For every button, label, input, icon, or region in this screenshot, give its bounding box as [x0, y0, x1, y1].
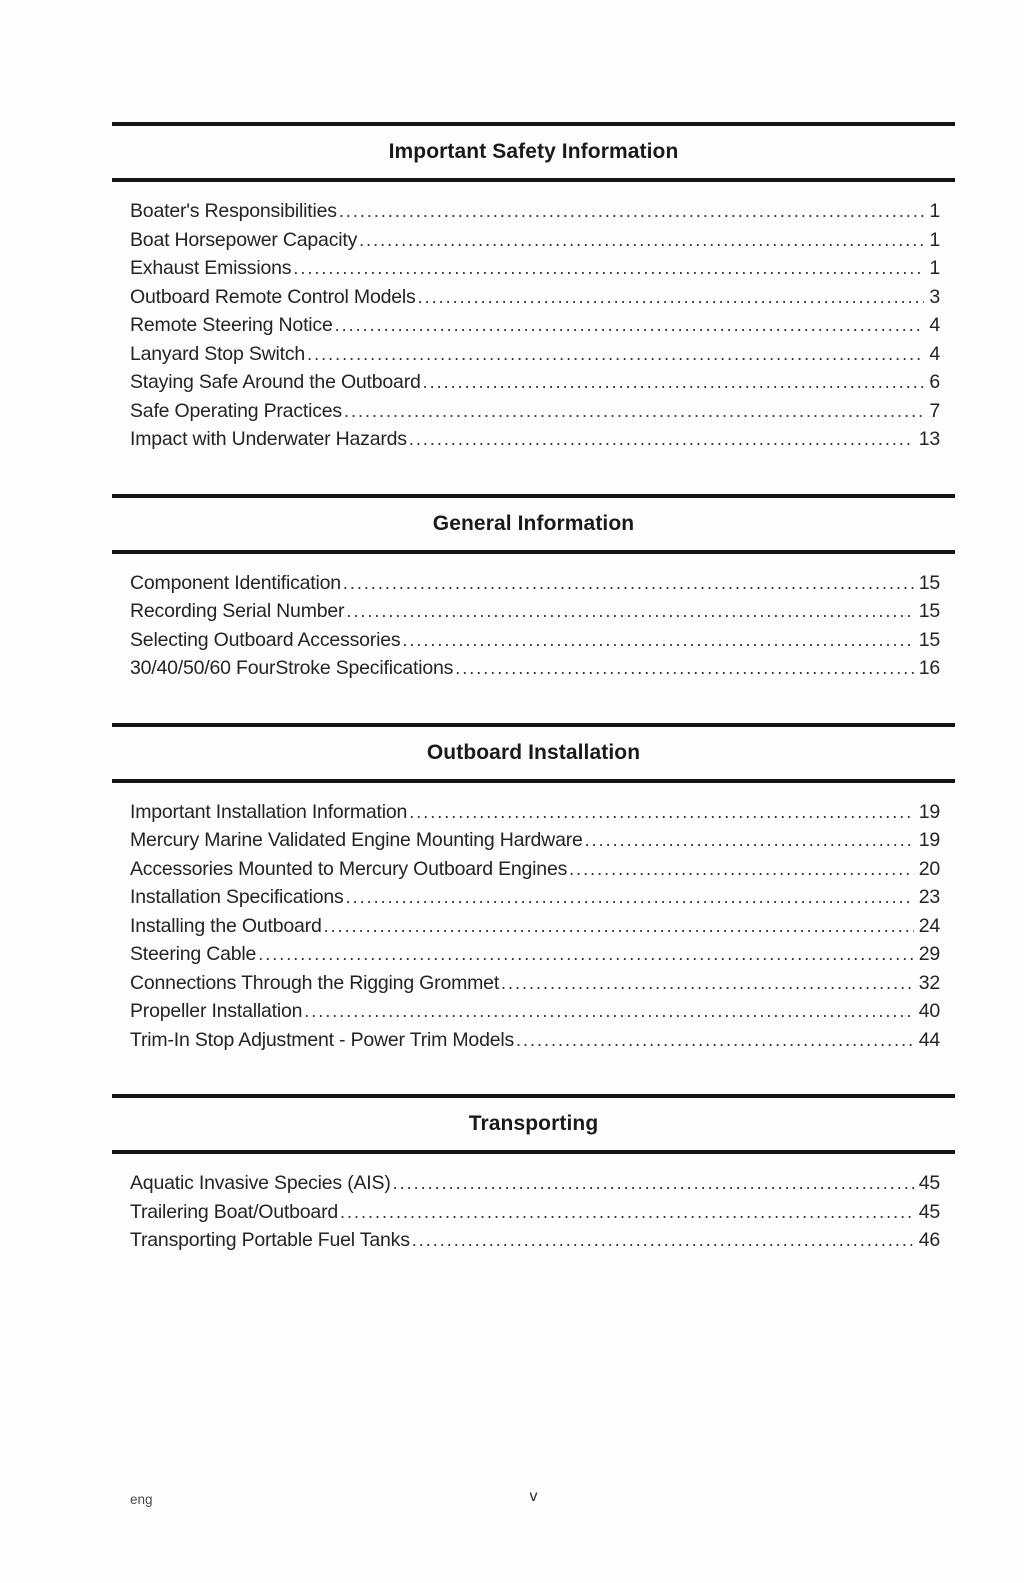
toc-entry-label: Recording Serial Number [130, 600, 345, 622]
page-footer [112, 1488, 955, 1510]
toc-entry-label: Impact with Underwater Hazards [130, 428, 407, 450]
dot-leader [393, 1169, 914, 1198]
dot-leader [402, 626, 913, 655]
toc-entry [130, 969, 940, 998]
toc-entry-label: Propeller Installation [130, 1000, 303, 1022]
toc-entry-page-number: 1 [929, 200, 940, 222]
dot-leader [516, 1026, 914, 1055]
toc-entry-page-number: 6 [929, 371, 940, 393]
toc-entry-label: Boat Horsepower Capacity [130, 228, 358, 251]
toc-entry-page-number: 40 [918, 1000, 940, 1022]
toc-section [112, 494, 955, 683]
toc-entry [130, 569, 940, 598]
toc-entry [130, 883, 940, 912]
toc-entry [130, 197, 940, 226]
dot-leader [412, 1226, 914, 1255]
toc-entry-label: Remote Steering Notice [130, 314, 333, 336]
toc-entry [130, 368, 940, 397]
toc-entry-page-number: 13 [918, 428, 940, 450]
toc-entry [130, 855, 940, 884]
section-title: Outboard Installation [426, 740, 641, 764]
dot-leader [335, 311, 925, 340]
dot-leader [359, 226, 924, 255]
toc-entry-label: Accessories Mounted to Mercury Outboard Engines [130, 857, 568, 880]
toc-entry-page-number: 1 [929, 228, 940, 251]
toc-entry-label: Safe Operating Practices [130, 399, 342, 422]
toc-section [112, 1094, 955, 1255]
toc-entry-label: Trailering Boat/Outboard [130, 1200, 339, 1223]
toc-entry-page-number: 3 [929, 285, 940, 308]
toc-entry-label: Lanyard Stop Switch [130, 342, 306, 365]
toc-entry-page-number: 15 [918, 628, 940, 651]
toc-entry-page-number: 23 [918, 886, 940, 908]
dot-leader [409, 425, 914, 454]
dot-leader [324, 912, 914, 941]
toc-entry [130, 940, 940, 969]
toc-entry [130, 226, 940, 255]
toc-entry-page-number: 24 [918, 914, 940, 937]
toc-entry-page-number: 4 [929, 342, 940, 365]
dot-leader [585, 826, 914, 855]
toc-entry [130, 798, 940, 827]
dot-leader [423, 368, 925, 397]
dot-leader [501, 969, 914, 998]
toc-entry [130, 1226, 940, 1255]
toc-entry-page-number: 45 [918, 1172, 940, 1194]
toc-entry [130, 1026, 940, 1055]
toc-entry-page-number: 46 [918, 1229, 940, 1251]
toc-entry [130, 654, 940, 683]
toc-entry-label: Selecting Outboard Accessories [130, 628, 401, 651]
dot-leader [344, 397, 924, 426]
toc-entry-label: Exhaust Emissions [130, 257, 292, 279]
toc-entry-page-number: 1 [929, 257, 940, 279]
footer-language-code: eng [130, 1492, 153, 1507]
toc-entry [130, 340, 940, 369]
toc-entry-label: Steering Cable [130, 943, 257, 965]
toc-entry [130, 997, 940, 1026]
toc-entry [130, 912, 940, 941]
toc-entry-page-number: 19 [918, 800, 940, 823]
toc-entry-page-number: 15 [918, 600, 940, 622]
dot-leader [346, 597, 913, 626]
toc-entry-label: Installing the Outboard [130, 914, 322, 937]
footer-page-number: v [529, 1488, 538, 1505]
section-title: General Information [432, 511, 635, 535]
toc-entry [130, 283, 940, 312]
toc-section [112, 723, 955, 1055]
section-entry-list [112, 783, 955, 1055]
toc-entry [130, 1169, 940, 1198]
toc-entry-page-number: 45 [918, 1200, 940, 1223]
toc-entry-page-number: 4 [929, 314, 940, 336]
toc-entry [130, 254, 940, 283]
toc-entry-label: Transporting Portable Fuel Tanks [130, 1229, 410, 1251]
toc-entry [130, 826, 940, 855]
dot-leader [346, 883, 914, 912]
toc-entry-label: Boater's Responsibilities [130, 200, 337, 222]
toc-entry [130, 626, 940, 655]
dot-leader [418, 283, 925, 312]
section-title: Important Safety Information [388, 140, 679, 163]
section-entry-list [112, 1154, 955, 1255]
toc-entry-label: Aquatic Invasive Species (AIS) [130, 1172, 391, 1194]
toc-entry [130, 425, 940, 454]
toc-entry-page-number: 7 [929, 399, 940, 422]
dot-leader [340, 1198, 914, 1227]
toc-entry-page-number: 44 [918, 1028, 940, 1051]
toc-entry-label: Important Installation Information [130, 800, 408, 823]
toc-entry [130, 311, 940, 340]
toc-entry-label: Trim-In Stop Adjustment - Power Trim Models [130, 1028, 515, 1051]
dot-leader [258, 940, 914, 969]
dot-leader [304, 997, 913, 1026]
toc-entry-label: Installation Specifications [130, 886, 344, 908]
toc-entry-page-number: 15 [918, 571, 940, 594]
toc-entry-label: Staying Safe Around the Outboard [130, 371, 421, 393]
toc-entry [130, 397, 940, 426]
section-title: Transporting [468, 1112, 599, 1135]
dot-leader [343, 569, 914, 598]
toc-sections [112, 122, 955, 1295]
toc-entry-label: Component Identification [130, 571, 341, 594]
toc-entry [130, 1198, 940, 1227]
toc-entry-page-number: 20 [918, 857, 940, 880]
toc-entry-label: Outboard Remote Control Models [130, 285, 416, 308]
toc-entry-page-number: 32 [918, 971, 940, 994]
dot-leader [339, 197, 925, 226]
section-entry-list [112, 554, 955, 683]
toc-entry [130, 597, 940, 626]
dot-leader [307, 340, 924, 369]
toc-entry-page-number: 16 [918, 657, 940, 679]
toc-entry-page-number: 29 [918, 943, 940, 965]
toc-entry-label: Connections Through the Rigging Grommet [130, 971, 500, 994]
toc-entry-label: Mercury Marine Validated Engine Mounting Hardware [130, 829, 583, 851]
toc-entry-page-number: 19 [918, 829, 940, 851]
dot-leader [293, 254, 924, 283]
dot-leader [409, 798, 914, 827]
dot-leader [455, 654, 913, 683]
toc-section [112, 122, 955, 454]
dot-leader [569, 855, 914, 884]
section-entry-list [112, 182, 955, 454]
toc-entry-label: 30/40/50/60 FourStroke Specifications [130, 657, 454, 679]
